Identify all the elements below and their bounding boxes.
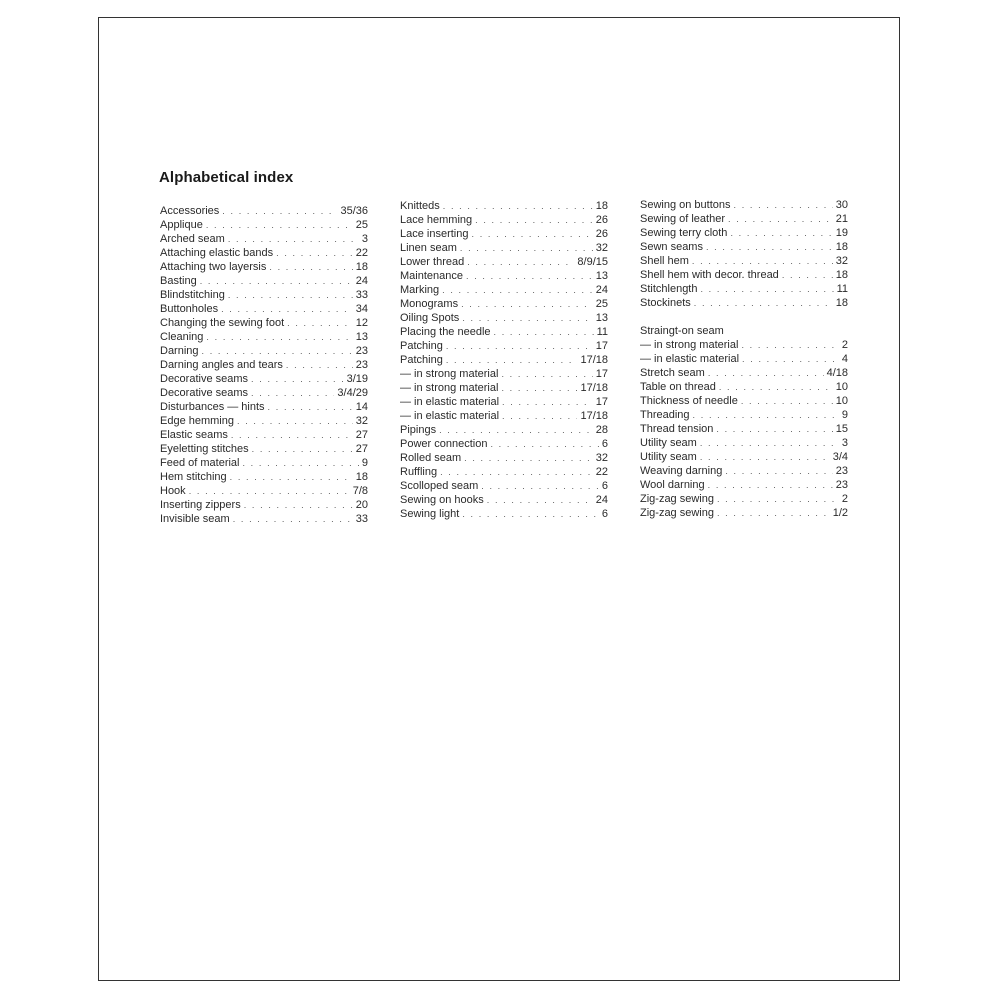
- index-term: Disturbances — hints: [160, 401, 265, 413]
- leader-dots: [728, 212, 833, 226]
- leader-dots: [741, 338, 838, 352]
- leader-dots: [693, 408, 839, 422]
- leader-dots: [244, 498, 353, 512]
- leader-dots: [487, 493, 593, 507]
- index-term: Lace inserting: [400, 228, 469, 240]
- index-term: Darning: [160, 345, 199, 357]
- index-page-number: 4: [841, 353, 848, 365]
- index-entry: [160, 246, 368, 260]
- leader-dots: [494, 325, 594, 339]
- index-entry: [640, 282, 848, 296]
- leader-dots: [501, 381, 577, 395]
- index-term: Changing the sewing foot: [160, 317, 285, 329]
- leader-dots: [230, 470, 353, 484]
- index-entry: [160, 470, 368, 484]
- index-page-number: 11: [836, 283, 848, 295]
- index-entry: [160, 218, 368, 232]
- index-term: Cleaning: [160, 331, 204, 343]
- index-term: Hem stitching: [160, 471, 227, 483]
- index-page-number: 24: [355, 275, 368, 287]
- index-entry: [160, 456, 368, 470]
- index-page-number: 26: [595, 228, 608, 240]
- index-entry: [160, 512, 368, 526]
- index-entry: [160, 372, 368, 386]
- index-page-number: 30: [835, 199, 848, 211]
- leader-dots: [694, 296, 833, 310]
- index-term: Patching: [400, 340, 443, 352]
- index-term: Sewing on buttons: [640, 199, 731, 211]
- index-page-number: 27: [355, 429, 368, 441]
- index-entry: [640, 254, 848, 268]
- index-page-number: 9: [361, 457, 368, 469]
- index-entry: [400, 437, 608, 451]
- leader-dots: [501, 367, 592, 381]
- index-page-number: 20: [355, 499, 368, 511]
- leader-dots: [228, 288, 353, 302]
- index-entry: [160, 498, 368, 512]
- index-term: Rolled seam: [400, 452, 462, 464]
- index-page-number: 32: [595, 242, 608, 254]
- leader-dots: [268, 400, 353, 414]
- index-term: Applique: [160, 219, 203, 231]
- leader-dots: [446, 339, 593, 353]
- index-page-number: 18: [355, 471, 368, 483]
- index-term: Elastic seams: [160, 429, 228, 441]
- index-term: Stretch seam: [640, 367, 705, 379]
- leader-dots: [464, 451, 593, 465]
- index-page-number: 3/4/29: [337, 387, 368, 399]
- leader-dots: [442, 283, 593, 297]
- index-page-number: 23: [835, 479, 848, 491]
- index-term: Linen seam: [400, 242, 457, 254]
- leader-dots: [692, 254, 833, 268]
- leader-dots: [206, 218, 353, 232]
- index-term: Threading: [640, 409, 690, 421]
- leader-dots: [269, 260, 352, 274]
- index-page-number: 35/36: [340, 205, 368, 217]
- index-term: Scolloped seam: [400, 480, 479, 492]
- index-entry: [160, 288, 368, 302]
- index-entry: [400, 507, 608, 521]
- leader-dots: [189, 484, 350, 498]
- index-term: Maintenance: [400, 270, 463, 282]
- index-page-number: 12: [355, 317, 368, 329]
- leader-dots: [443, 199, 593, 213]
- index-entry: [400, 255, 608, 269]
- index-term: Patching: [400, 354, 443, 366]
- index-entry: [400, 311, 608, 325]
- index-term: Lower thread: [400, 256, 465, 268]
- index-term: Sewing light: [400, 508, 460, 520]
- index-entry: [160, 260, 368, 274]
- index-term: Knitteds: [400, 200, 440, 212]
- leader-dots: [200, 274, 353, 288]
- leader-dots: [502, 395, 593, 409]
- index-entry: [160, 232, 368, 246]
- index-page-number: 18: [835, 297, 848, 309]
- index-entry: [400, 241, 608, 255]
- leader-dots: [287, 316, 353, 330]
- leader-dots: [276, 246, 353, 260]
- index-term: Weaving darning: [640, 465, 723, 477]
- leader-dots: [286, 358, 353, 372]
- index-term: — in strong material: [400, 368, 499, 380]
- index-entry: [640, 478, 848, 492]
- index-term: — in strong material: [640, 339, 739, 351]
- index-term: Straingt-on seam: [640, 325, 724, 337]
- index-term: — in elastic material: [400, 396, 500, 408]
- leader-dots: [475, 213, 593, 227]
- index-entry: [400, 451, 608, 465]
- leader-dots: [700, 450, 830, 464]
- index-page-number: 34: [355, 303, 368, 315]
- index-entry: [640, 268, 848, 282]
- index-term: Decorative seams: [160, 373, 249, 385]
- leader-dots: [782, 268, 833, 282]
- index-page-number: 7/8: [352, 485, 368, 497]
- index-page-number: 24: [595, 494, 608, 506]
- index-page-number: 22: [595, 466, 608, 478]
- index-page-number: 22: [355, 247, 368, 259]
- leader-dots: [490, 437, 598, 451]
- index-page-number: 17/18: [580, 354, 608, 366]
- index-page-number: 18: [835, 241, 848, 253]
- index-page-number: 6: [601, 508, 608, 520]
- index-page-number: 15: [835, 423, 848, 435]
- index-term: Hook: [160, 485, 186, 497]
- index-page-number: 3/19: [346, 373, 368, 385]
- index-entry: [400, 423, 608, 437]
- index-term: Attaching elastic bands: [160, 247, 274, 259]
- index-page-number: 17/18: [580, 382, 608, 394]
- leader-dots: [237, 414, 353, 428]
- leader-dots: [467, 255, 574, 269]
- index-page-number: 1/2: [832, 507, 848, 519]
- index-entry: [160, 442, 368, 456]
- index-term: Monograms: [400, 298, 459, 310]
- index-entry: [640, 408, 848, 422]
- index-term: Utility seam: [640, 437, 697, 449]
- index-entry: [400, 269, 608, 283]
- index-entry: [400, 283, 608, 297]
- index-page-number: 2: [841, 339, 848, 351]
- index-term: Sewing terry cloth: [640, 227, 728, 239]
- leader-dots: [222, 204, 337, 218]
- index-term: Table on thread: [640, 381, 716, 393]
- index-term: Utility seam: [640, 451, 697, 463]
- index-entry: [640, 338, 848, 352]
- index-entry: [400, 367, 608, 381]
- leader-dots: [231, 428, 353, 442]
- index-term: Marking: [400, 284, 440, 296]
- leader-dots: [716, 422, 832, 436]
- leader-dots: [502, 409, 577, 423]
- leader-dots: [439, 423, 593, 437]
- leader-dots: [202, 344, 353, 358]
- index-term: Inserting zippers: [160, 499, 241, 511]
- index-entry: [160, 316, 368, 330]
- index-page-number: 2: [841, 493, 848, 505]
- index-term: Sewing of leather: [640, 213, 725, 225]
- index-entry: [160, 204, 368, 218]
- index-page-number: 33: [355, 513, 368, 525]
- index-term: — in elastic material: [640, 353, 740, 365]
- index-page-number: 19: [835, 227, 848, 239]
- index-term: Ruffling: [400, 466, 438, 478]
- index-entry: [400, 353, 608, 367]
- index-term: Basting: [160, 275, 197, 287]
- index-term: Pipings: [400, 424, 437, 436]
- index-entry: [400, 213, 608, 227]
- index-page-number: 33: [355, 289, 368, 301]
- index-page-number: 17: [595, 368, 608, 380]
- leader-dots: [233, 512, 353, 526]
- index-term: Zig-zag sewing: [640, 507, 714, 519]
- index-page-number: 17: [595, 396, 608, 408]
- leader-dots: [725, 464, 832, 478]
- index-entry: [160, 274, 368, 288]
- leader-dots: [472, 227, 593, 241]
- index-term: Arched seam: [160, 233, 225, 245]
- leader-dots: [741, 394, 833, 408]
- index-term: Sewn seams: [640, 241, 703, 253]
- leader-dots: [730, 226, 832, 240]
- index-term: Blindstitching: [160, 289, 225, 301]
- index-page-number: 3: [841, 437, 848, 449]
- index-entry: [640, 394, 848, 408]
- index-term: Stockinets: [640, 297, 691, 309]
- index-page-number: 13: [355, 331, 368, 343]
- index-entry: [640, 296, 848, 310]
- index-page-number: 6: [601, 480, 608, 492]
- index-entry: [400, 199, 608, 213]
- index-entry: [640, 324, 848, 338]
- index-term: Power connection: [400, 438, 488, 450]
- index-page-number: 23: [835, 465, 848, 477]
- leader-dots: [252, 442, 353, 456]
- index-term: Invisible seam: [160, 513, 230, 525]
- index-page-number: 18: [595, 200, 608, 212]
- index-term: — in strong material: [400, 382, 499, 394]
- index-page-number: 17: [595, 340, 608, 352]
- leader-dots: [440, 465, 593, 479]
- index-term: Wool darning: [640, 479, 705, 491]
- index-entry: [400, 465, 608, 479]
- leader-dots: [734, 198, 833, 212]
- index-page-number: 9: [841, 409, 848, 421]
- index-entry: [400, 297, 608, 311]
- index-entry: [160, 428, 368, 442]
- index-entry: [160, 414, 368, 428]
- index-term: Shell hem with decor. thread: [640, 269, 779, 281]
- index-term: Darning angles and tears: [160, 359, 283, 371]
- index-entry: [640, 422, 848, 436]
- index-page-number: 17/18: [580, 410, 608, 422]
- leader-dots: [700, 282, 833, 296]
- index-term: Eyeletting stitches: [160, 443, 249, 455]
- leader-dots: [251, 386, 334, 400]
- index-page-number: 25: [595, 298, 608, 310]
- index-entry: [400, 395, 608, 409]
- index-page-number: 23: [355, 359, 368, 371]
- index-page-number: 18: [835, 269, 848, 281]
- index-entry: [640, 464, 848, 478]
- index-page-number: 6: [601, 438, 608, 450]
- index-entry: [640, 226, 848, 240]
- leader-dots: [466, 269, 593, 283]
- leader-dots: [460, 241, 593, 255]
- index-page-number: 32: [595, 452, 608, 464]
- leader-dots: [221, 302, 353, 316]
- leader-dots: [446, 353, 578, 367]
- index-entry: [640, 380, 848, 394]
- index-entry: [640, 506, 848, 520]
- index-page-number: 3: [361, 233, 368, 245]
- index-term: Shell hem: [640, 255, 689, 267]
- index-entry: [400, 493, 608, 507]
- index-page-number: 27: [355, 443, 368, 455]
- index-entry: [400, 227, 608, 241]
- index-entry: [640, 198, 848, 212]
- leader-dots: [700, 436, 839, 450]
- index-entry: [400, 339, 608, 353]
- index-entry: [640, 352, 848, 366]
- index-term: Edge hemming: [160, 415, 234, 427]
- index-entry: [640, 240, 848, 254]
- leader-dots: [206, 330, 352, 344]
- index-page-number: 10: [835, 395, 848, 407]
- leader-dots: [462, 507, 599, 521]
- index-term: Thread tension: [640, 423, 714, 435]
- index-term: Buttonholes: [160, 303, 219, 315]
- index-term: Sewing on hooks: [400, 494, 484, 506]
- leader-dots: [251, 372, 344, 386]
- index-page-number: 10: [835, 381, 848, 393]
- index-page-number: 11: [596, 326, 608, 338]
- index-page-number: 18: [355, 261, 368, 273]
- index-entry: [640, 212, 848, 226]
- index-page-number: 28: [595, 424, 608, 436]
- index-page-number: 23: [355, 345, 368, 357]
- index-term: Oiling Spots: [400, 312, 460, 324]
- index-term: Feed of material: [160, 457, 240, 469]
- index-entry: [640, 436, 848, 450]
- index-entry: [160, 400, 368, 414]
- index-term: Attaching two layersis: [160, 261, 267, 273]
- leader-dots: [461, 297, 593, 311]
- index-term: Placing the needle: [400, 326, 491, 338]
- index-entry: [400, 381, 608, 395]
- index-page-number: 3/4: [832, 451, 848, 463]
- index-term: Stitchlength: [640, 283, 698, 295]
- leader-dots: [462, 311, 592, 325]
- index-entry: [160, 302, 368, 316]
- index-title: Alphabetical index: [159, 169, 294, 186]
- index-page-number: 13: [595, 312, 608, 324]
- index-entry: [160, 386, 368, 400]
- leader-dots: [717, 492, 839, 506]
- leader-dots: [242, 456, 358, 470]
- index-entry: [160, 358, 368, 372]
- index-term: — in elastic material: [400, 410, 500, 422]
- index-page-number: 25: [355, 219, 368, 231]
- index-page-number: 32: [835, 255, 848, 267]
- index-entry: [400, 409, 608, 423]
- leader-dots: [717, 506, 830, 520]
- index-page-number: 4/18: [826, 367, 848, 379]
- index-entry: [640, 492, 848, 506]
- index-term: Accessories: [160, 205, 220, 217]
- index-entry: [160, 330, 368, 344]
- leader-dots: [481, 479, 599, 493]
- index-page-number: 13: [595, 270, 608, 282]
- leader-dots: [708, 366, 824, 380]
- index-page-number: 32: [355, 415, 368, 427]
- index-entry: [640, 366, 848, 380]
- index-term: Decorative seams: [160, 387, 249, 399]
- index-page-number: 8/9/15: [577, 256, 608, 268]
- index-entry: [400, 479, 608, 493]
- index-page-number: 26: [595, 214, 608, 226]
- index-term: Zig-zag sewing: [640, 493, 714, 505]
- leader-dots: [228, 232, 359, 246]
- leader-dots: [708, 478, 833, 492]
- leader-dots: [719, 380, 833, 394]
- leader-dots: [742, 352, 839, 366]
- index-entry: [400, 325, 608, 339]
- index-page-number: 24: [595, 284, 608, 296]
- index-page-number: 21: [835, 213, 848, 225]
- index-entry: [640, 450, 848, 464]
- index-page-number: 14: [355, 401, 368, 413]
- leader-dots: [706, 240, 833, 254]
- index-entry: [160, 484, 368, 498]
- index-term: Thickness of needle: [640, 395, 738, 407]
- index-term: Lace hemming: [400, 214, 473, 226]
- index-entry: [160, 344, 368, 358]
